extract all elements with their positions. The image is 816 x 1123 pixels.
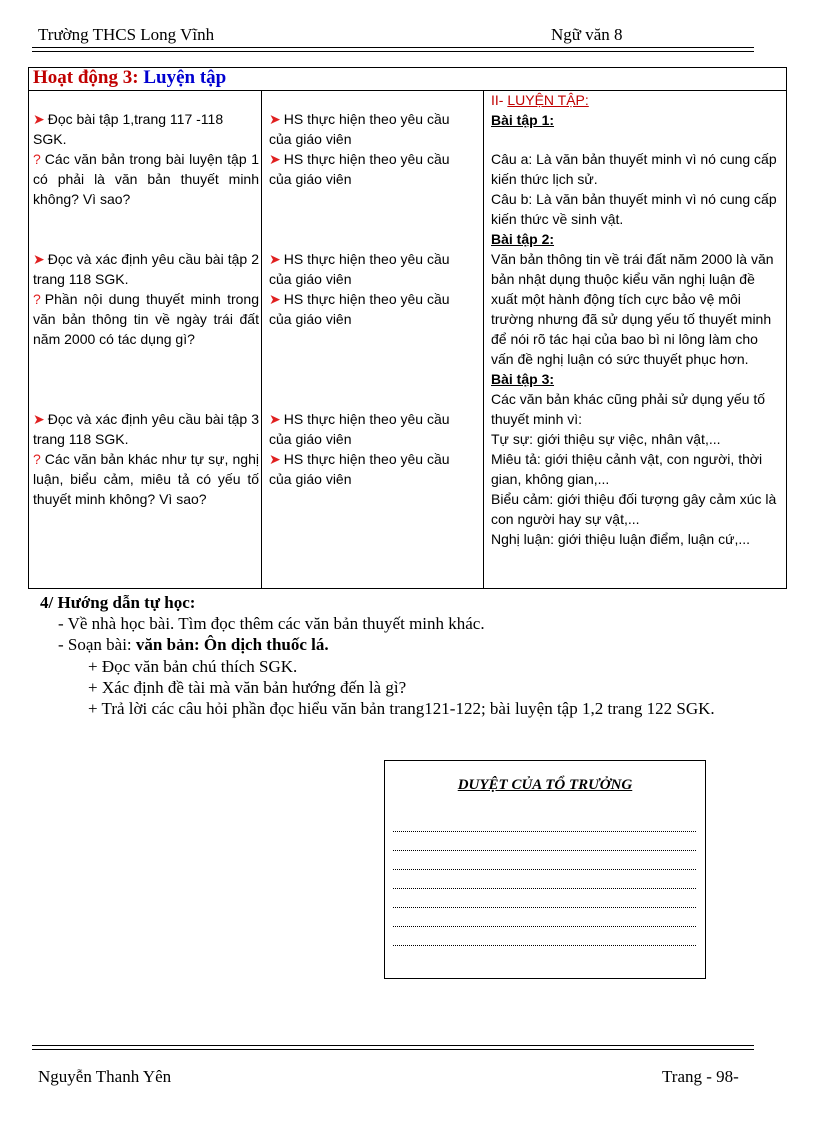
activity-title <box>33 67 226 89</box>
exercise-3-item: Nghị luận: giới thiệu luận điểm, luận cứ,... <box>491 531 751 547</box>
self-study-step-3: + Trả lời các câu hỏi phần đọc hiểu văn bản trang121-122; bài luyện tập 1,2 trang 122 SGK. <box>88 699 715 718</box>
question-icon: ? <box>33 451 41 467</box>
self-study-line-1: - Về nhà học bài. Tìm đọc thêm các văn bản thuyết minh khác. <box>58 614 485 633</box>
exercise-3-block <box>33 409 259 509</box>
exercise-2-question: Phần nội dung thuyết minh trong văn bản thông tin về ngày trái đất năm 2000 có tác dụng gì? <box>33 291 259 347</box>
exercise-1-answer-b: Câu b: Là văn bản thuyết minh vì nó cung cấp kiến thức về sinh vật. <box>491 191 777 227</box>
arrow-icon: ➤ <box>269 251 281 267</box>
student-action-3b: ➤ HS thực hiện theo yêu cầu của giáo viên <box>269 451 450 487</box>
exercise-3-item: Miêu tả: giới thiệu cảnh vật, con người, thời gian, không gian,... <box>491 451 763 487</box>
footer-rule-bottom <box>32 1049 754 1050</box>
activity-title-prefix: Hoạt động 3: <box>33 67 139 88</box>
exercise-2-answer: Văn bản thông tin về trái đất năm 2000 là văn bản nhật dụng thuộc kiểu văn nghị luận đề xuất một hành động tích cực bảo vệ môi trường nhưng đã sử dụng yếu tố thuyết minh để nói rõ tác hại của bao bì ni lông làm cho vấn đề nghị luận có sức thuyết phục hơn. <box>491 251 774 367</box>
exercise-3-item: Biểu cảm: giới thiệu đối tượng gây cảm xúc là con người hay sự vật,... <box>491 491 777 527</box>
arrow-icon: ➤ <box>33 251 45 267</box>
signature-line <box>393 945 696 946</box>
approval-box <box>384 760 706 979</box>
page-number: Trang - 98- <box>662 1067 739 1086</box>
arrow-icon: ➤ <box>269 151 281 167</box>
signature-line <box>393 850 696 851</box>
arrow-icon: ➤ <box>33 411 45 427</box>
exercise-3-title: Bài tập 3: <box>491 371 555 387</box>
arrow-icon: ➤ <box>33 111 45 127</box>
student-action-2a: ➤ HS thực hiện theo yêu cầu của giáo viên <box>269 251 450 287</box>
arrow-icon: ➤ <box>269 411 281 427</box>
activity-title-row <box>29 68 786 91</box>
question-icon: ? <box>33 151 41 167</box>
signature-line <box>393 869 696 870</box>
exercise-1-answer-a: Câu a: Là văn bản thuyết minh vì nó cung cấp kiến thức lịch sử. <box>491 151 777 187</box>
exercise-2-block <box>33 249 259 349</box>
signature-line <box>393 907 696 908</box>
exercise-1-instruction: Đọc bài tập 1,trang 117 -118 <box>47 111 224 127</box>
column-divider-2 <box>483 90 484 588</box>
exercise-1-answers <box>491 149 781 549</box>
arrow-icon: ➤ <box>269 451 281 467</box>
arrow-icon: ➤ <box>269 291 281 307</box>
section-title: II- LUYỆN TẬP: <box>491 92 589 108</box>
exercise-2-title: Bài tập 2: <box>491 231 555 247</box>
subject-name: Ngữ văn 8 <box>551 25 623 44</box>
header-rule-top <box>32 47 754 48</box>
lesson-table <box>28 67 787 589</box>
exercise-3-intro: Các văn bản khác cũng phải sử dụng yếu tố thuyết minh vì: <box>491 391 765 427</box>
signature-line <box>393 831 696 832</box>
question-icon: ? <box>33 291 41 307</box>
student-action-2b: ➤ HS thực hiện theo yêu cầu của giáo viên <box>269 291 450 327</box>
exercise-2-instruction: Đọc và xác định yêu cầu bài tập 2 trang 118 SGK. <box>33 251 259 287</box>
student-action-1a: ➤ HS thực hiện theo yêu cầu của giáo viên <box>269 111 450 147</box>
school-name: Trường THCS Long Vĩnh <box>38 25 215 44</box>
author-name: Nguyễn Thanh Yên <box>38 1067 172 1086</box>
activity-title-main: Luyện tập <box>143 67 227 88</box>
header-rule-bottom <box>32 51 754 52</box>
self-study-heading: 4/ Hướng dẫn tự học: <box>40 593 196 612</box>
exercise-3-question: Các văn bản khác như tự sự, nghị luận, biểu cảm, miêu tả có yếu tố thuyết minh không? Vì sao? <box>33 451 259 507</box>
self-study-line-2: - Soạn bài: văn bản: Ôn dịch thuốc lá. <box>58 635 329 654</box>
exercise-1-block <box>33 109 259 209</box>
column-divider-1 <box>261 90 262 588</box>
arrow-icon: ➤ <box>269 111 281 127</box>
self-study-step-2: + Xác định đề tài mà văn bản hướng đến là gì? <box>88 678 407 697</box>
student-action-3a: ➤ HS thực hiện theo yêu cầu của giáo viên <box>269 411 450 447</box>
footer-rule-top <box>32 1045 754 1046</box>
exercise-3-item: Tự sự: giới thiệu sự việc, nhân vật,... <box>491 431 721 447</box>
signature-line <box>393 926 696 927</box>
practice-section <box>491 90 781 130</box>
signature-line <box>393 888 696 889</box>
exercise-1-title: Bài tập 1: <box>491 112 555 128</box>
exercise-3-instruction: Đọc và xác định yêu cầu bài tập 3 trang 118 SGK. <box>33 411 259 447</box>
approval-title: DUYỆT CỦA TỔ TRƯỞNG <box>457 777 633 793</box>
student-action-1b: ➤ HS thực hiện theo yêu cầu của giáo viên <box>269 151 450 187</box>
exercise-1-question: Các văn bản trong bài luyện tập 1 có phải là văn bản thuyết minh không? Vì sao? <box>33 151 259 207</box>
self-study-step-1: + Đọc văn bản chú thích SGK. <box>88 657 298 676</box>
exercise-1-source: SGK. <box>33 131 67 147</box>
